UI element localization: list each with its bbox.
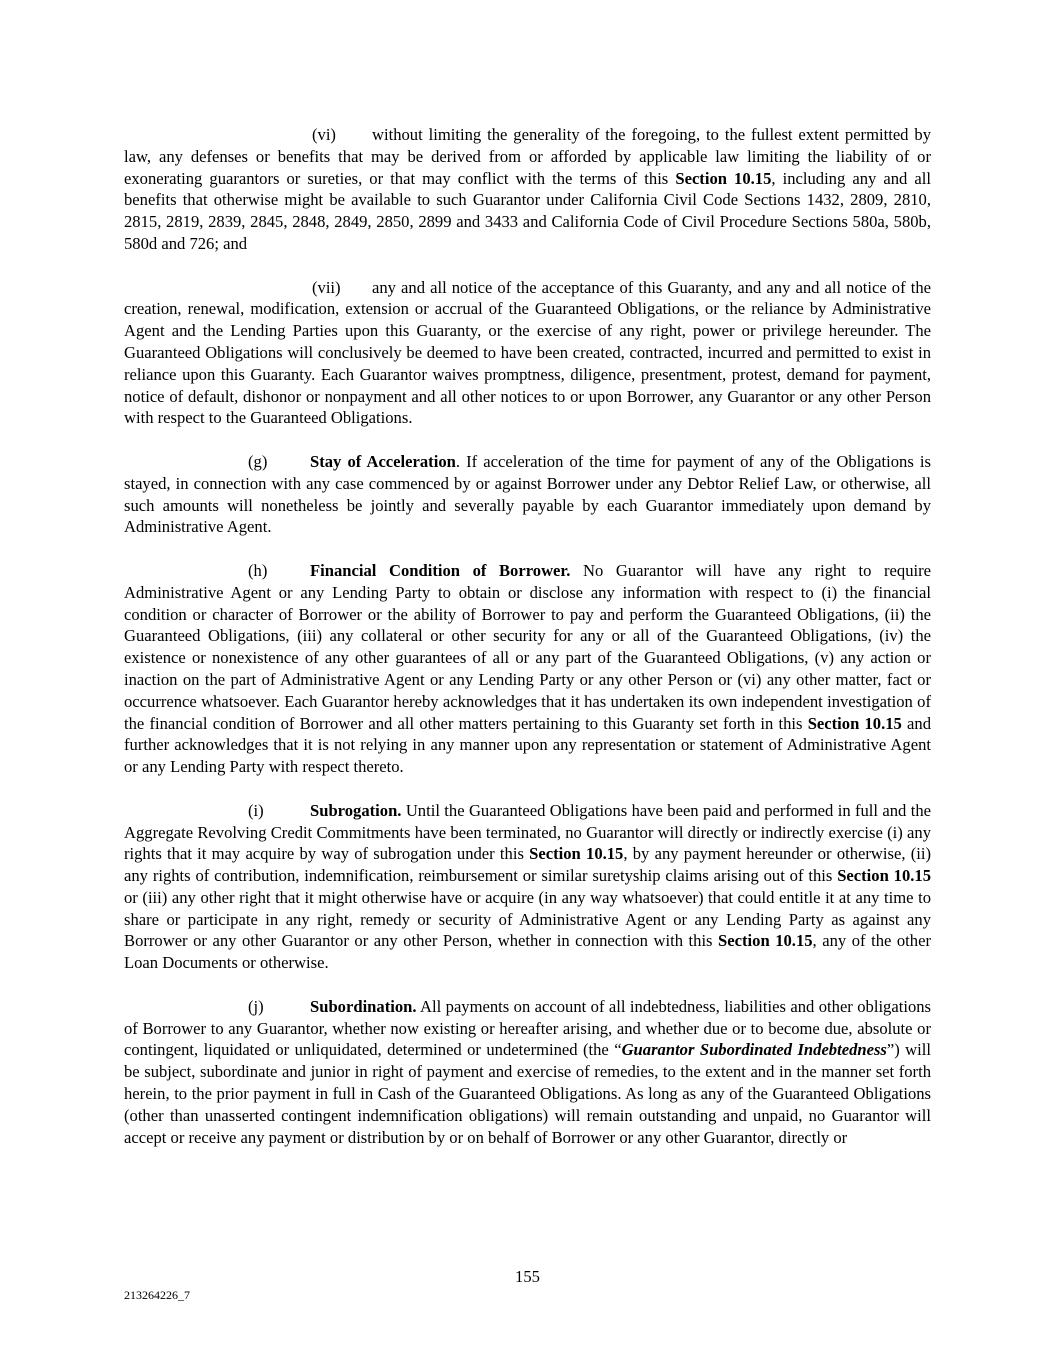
paragraph-heading: Subordination. [310, 996, 417, 1016]
section-reference: Section 10.15 [718, 931, 813, 951]
page-number: 155 [515, 1267, 540, 1286]
document-id: 213264226_7 [124, 1288, 190, 1302]
paragraph-heading: Subrogation. [310, 800, 402, 820]
paragraph-vi: (vi) without limiting the generality of the foregoing, to the fullest extent permitted by law, any defenses or benefits that may be derived from or afforded by applicable law limiting the liability of or exonerating guarantors or sureties, or that may conflict with the terms of this Section 10.15, including any and all benefits that otherwise might be available to such Guarantor under California Civil Code Sections 1432, 2809, 2810, 2815, 2819, 2839, 2845, 2848, 2849, 2850, 2899 and 3433 and California Code of Civil Procedure Sections 580a, 580b, 580d and 726; and [124, 125, 931, 253]
paragraph-h: (h) Financial Condition of Borrower. No Guarantor will have any right to require Administrative Agent or any Lending Party to obtain or disclose any information with respect to (i) the financial condition or character of Borrower or the ability of Borrower to pay and perform the Guaranteed Obligations, (ii) the Guaranteed Obligations, (iii) any collateral or other security for any or all of the Guaranteed Obligations, (iv) the existence or nonexistence of any other guarantees of all or any part of the Guaranteed Obligations, (v) any action or inaction on the part of Administrative Agent or any Lending Party or any other Person or (vi) any other matter, fact or occurrence whatsoever. Each Guarantor hereby acknowledges that it has undertaken its own independent investigation of the financial condition of Borrower and all other matters pertaining to this Guaranty set forth in this Section 10.15 and further acknowledges that it is not relying in any manner upon any representation or statement of Administrative Agent or any Lending Party with respect thereto. [124, 560, 931, 777]
section-reference: Section 10.15 [807, 713, 902, 733]
paragraph-number: (g) [248, 451, 268, 471]
section-reference: Section 10.15 [675, 168, 772, 188]
paragraph-vii: (vii) any and all notice of the acceptance of this Guaranty, and any and all notice of the creation, renewal, modification, extension or accrual of the Guaranteed Obligations, or the reliance by Administrative Agent and the Lending Parties upon this Guaranty, or the exercise of any right, power or privilege hereunder. The Guaranteed Obligations will conclusively be deemed to have been created, contracted, incurred and permitted to exist in reliance upon this Guaranty. Each Guarantor waives promptness, diligence, presentment, protest, demand for payment, notice of default, dishonor or nonpayment and all other notices to or upon Borrower, any Guarantor or any other Person with respect to the Guaranteed Obligations. [124, 277, 931, 428]
paragraph-number: (vi) [312, 125, 336, 144]
paragraph-j: (j) Subordination. All payments on account of all indebtedness, liabilities and other obligations of Borrower to any Guarantor, whether now existing or hereafter arising, and whether due or to become due, absolute or contingent, liquidated or unliquidated, determined or undetermined (the “Guarantor Subordinated Indebtedness”) will be subject, subordinate and junior in right of payment and exercise of remedies, to the extent and in the manner set forth herein, to the prior payment in full in Cash of the Guaranteed Obligations. As long as any of the Guaranteed Obligations (other than unasserted contingent indemnification obligations) will remain outstanding and unpaid, no Guarantor will accept or receive any payment or distribution by or on behalf of Borrower or any other Guarantor, directly or [124, 996, 932, 1147]
paragraph-number: (i) [248, 800, 264, 820]
paragraph-number: (h) [248, 560, 268, 580]
paragraph-number: (vii) [312, 277, 341, 297]
section-reference: Section 10.15 [837, 866, 932, 886]
defined-term: Guarantor Subordinated Indebtedness [621, 1040, 887, 1060]
paragraph-i: (i) Subrogation. Until the Guaranteed Obligations have been paid and performed in full and the Aggregate Revolving Credit Commitments have been terminated, no Guarantor will directly or indirectly exercise (i) any rights that it may acquire by way of subrogation under this Section 10.15, by any payment hereunder or otherwise, (ii) any rights of contribution, indemnification, reimbursement or similar suretyship claims arising out of this Section 10.15 or (iii) any other right that it might otherwise have or acquire (in any way whatsoever) that could entitle it at any time to share or participate in any right, remedy or security of Administrative Agent or any Lending Party as against any Borrower or any other Guarantor or any other Person, whether in connection with this Section 10.15, any of the other Loan Documents or otherwise. [124, 800, 932, 973]
paragraph-number: (j) [248, 996, 264, 1016]
paragraph-g: (g) Stay of Acceleration. If acceleration of the time for payment of any of the Obligations is stayed, in connection with any case commenced by or against Borrower under any Debtor Relief Law, or otherwise, all such amounts will nonetheless be jointly and severally payable by each Guarantor immediately upon demand by Administrative Agent. [124, 451, 931, 537]
paragraph-heading: Financial Condition of Borrower. [310, 560, 571, 580]
document-body [124, 124, 931, 1170]
paragraph-heading: Stay of Acceleration [310, 451, 456, 471]
section-reference: Section 10.15 [529, 844, 624, 864]
